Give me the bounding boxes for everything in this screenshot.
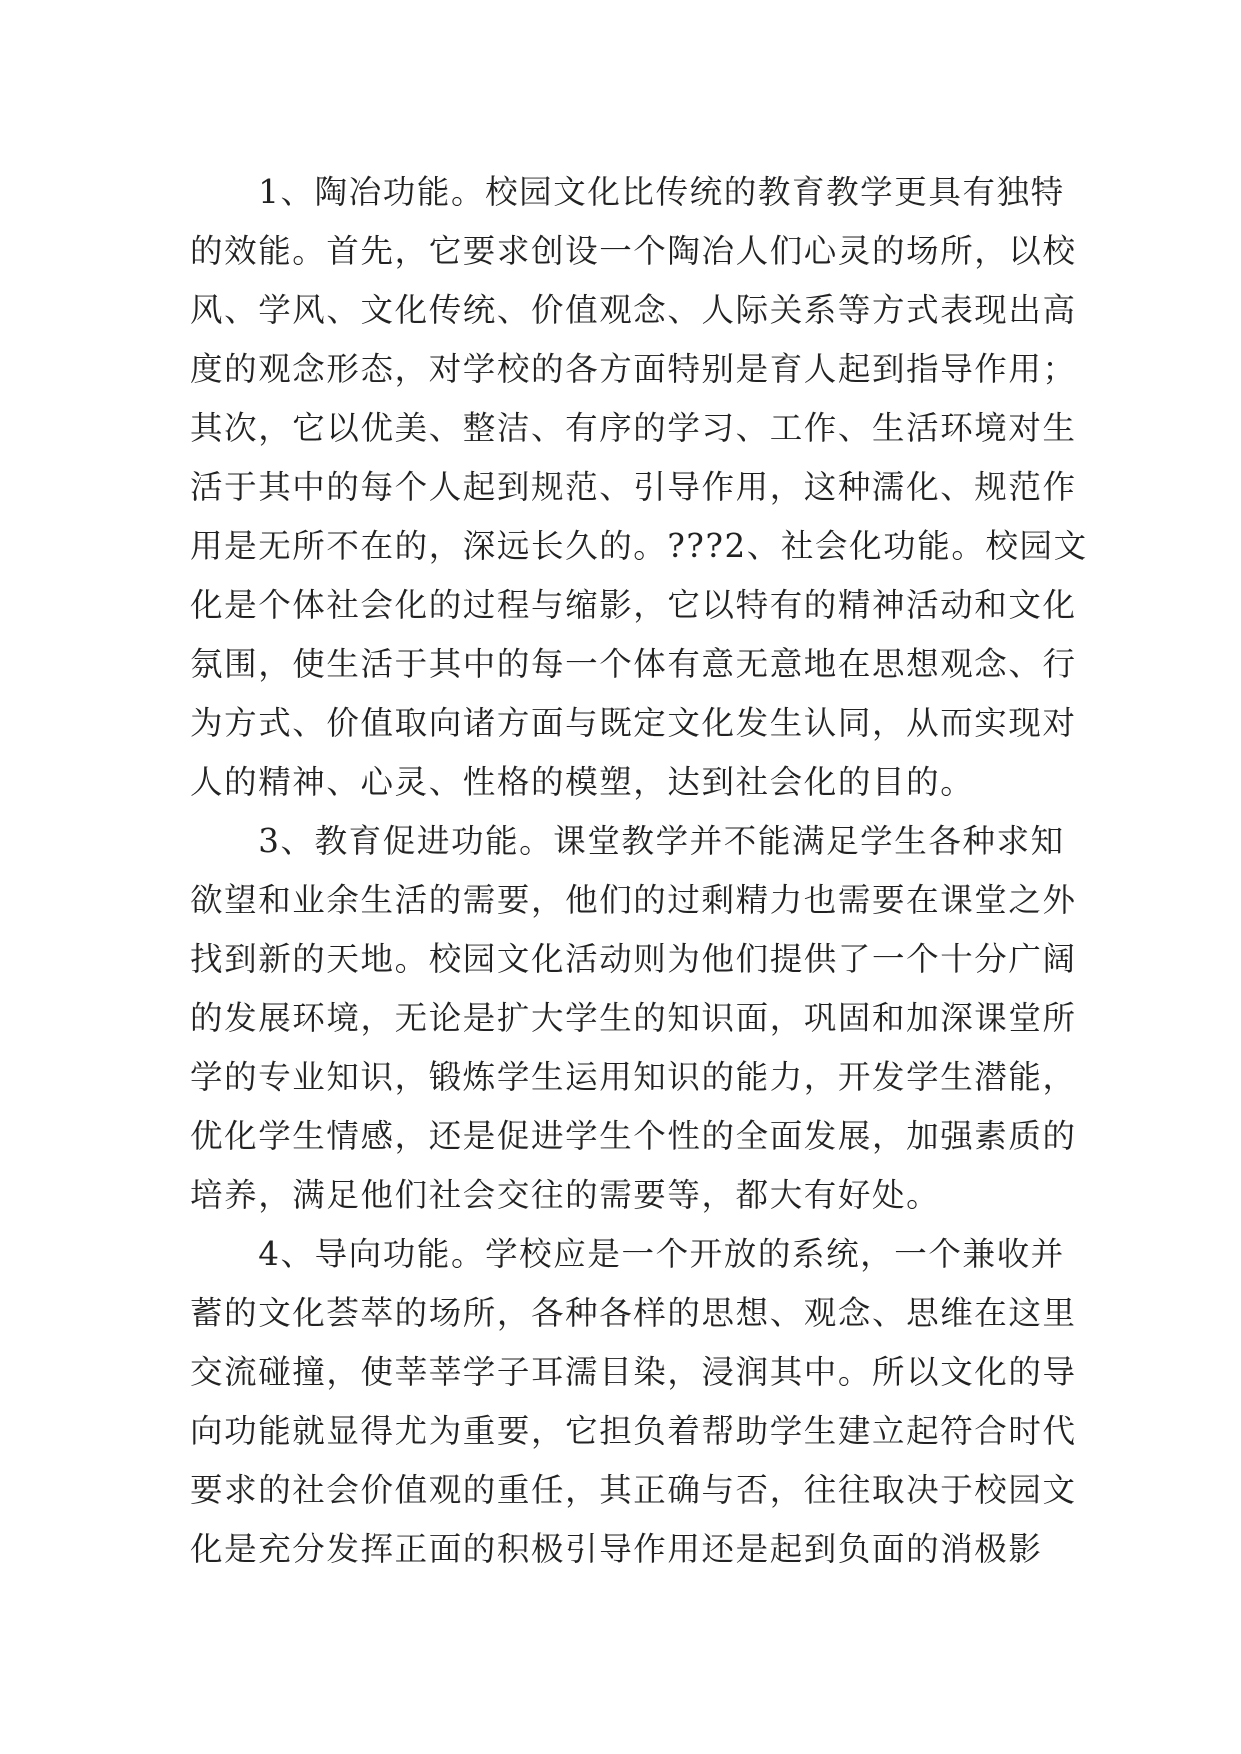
text-line: 化是充分发挥正面的积极引导作用还是起到负面的消极影 <box>190 1530 1043 1568</box>
text-line: 培养，满足他们社会交往的需要等，都大有好处。 <box>190 1176 941 1214</box>
text-line: 欲望和业余生活的需要，他们的过剩精力也需要在课堂之外 <box>190 881 1077 919</box>
text-line: 活于其中的每个人起到规范、引导作用，这种濡化、规范作 <box>190 468 1077 506</box>
text-line: 4、导向功能。学校应是一个开放的系统，一个兼收并 <box>190 1235 1065 1273</box>
text-line: 蓄的文化荟萃的场所，各种各样的思想、观念、思维在这里 <box>190 1294 1077 1332</box>
text-line: 找到新的天地。校园文化活动则为他们提供了一个十分广阔 <box>190 940 1077 978</box>
text-line: 用是无所不在的，深远长久的。???2、社会化功能。校园文 <box>190 527 1088 565</box>
text-line: 1、陶冶功能。校园文化比传统的教育教学更具有独特 <box>190 173 1065 211</box>
text-line: 的效能。首先，它要求创设一个陶冶人们心灵的场所，以校 <box>190 232 1077 270</box>
text-line: 为方式、价值取向诸方面与既定文化发生认同，从而实现对 <box>190 704 1077 742</box>
text-line: 度的观念形态，对学校的各方面特别是育人起到指导作用； <box>190 350 1077 388</box>
text-line: 交流碰撞，使莘莘学子耳濡目染，浸润其中。所以文化的导 <box>190 1353 1077 1391</box>
document-body <box>190 163 1088 1579</box>
text-line: 的发展环境，无论是扩大学生的知识面，巩固和加深课堂所 <box>190 999 1077 1037</box>
text-line: 学的专业知识，锻炼学生运用知识的能力，开发学生潜能， <box>190 1058 1077 1096</box>
text-line: 优化学生情感，还是促进学生个性的全面发展，加强素质的 <box>190 1117 1077 1155</box>
text-line: 氛围，使生活于其中的每一个体有意无意地在思想观念、行 <box>190 645 1077 683</box>
text-line: 其次，它以优美、整洁、有序的学习、工作、生活环境对生 <box>190 409 1077 447</box>
text-line: 风、学风、文化传统、价值观念、人际关系等方式表现出高 <box>190 291 1077 329</box>
text-line: 要求的社会价值观的重任，其正确与否，往往取决于校园文 <box>190 1471 1077 1509</box>
text-line: 向功能就显得尤为重要，它担负着帮助学生建立起符合时代 <box>190 1412 1077 1450</box>
text-line: 人的精神、心灵、性格的模塑，达到社会化的目的。 <box>190 763 975 801</box>
text-line: 3、教育促进功能。课堂教学并不能满足学生各种求知 <box>190 822 1065 860</box>
text-line: 化是个体社会化的过程与缩影，它以特有的精神活动和文化 <box>190 586 1077 624</box>
